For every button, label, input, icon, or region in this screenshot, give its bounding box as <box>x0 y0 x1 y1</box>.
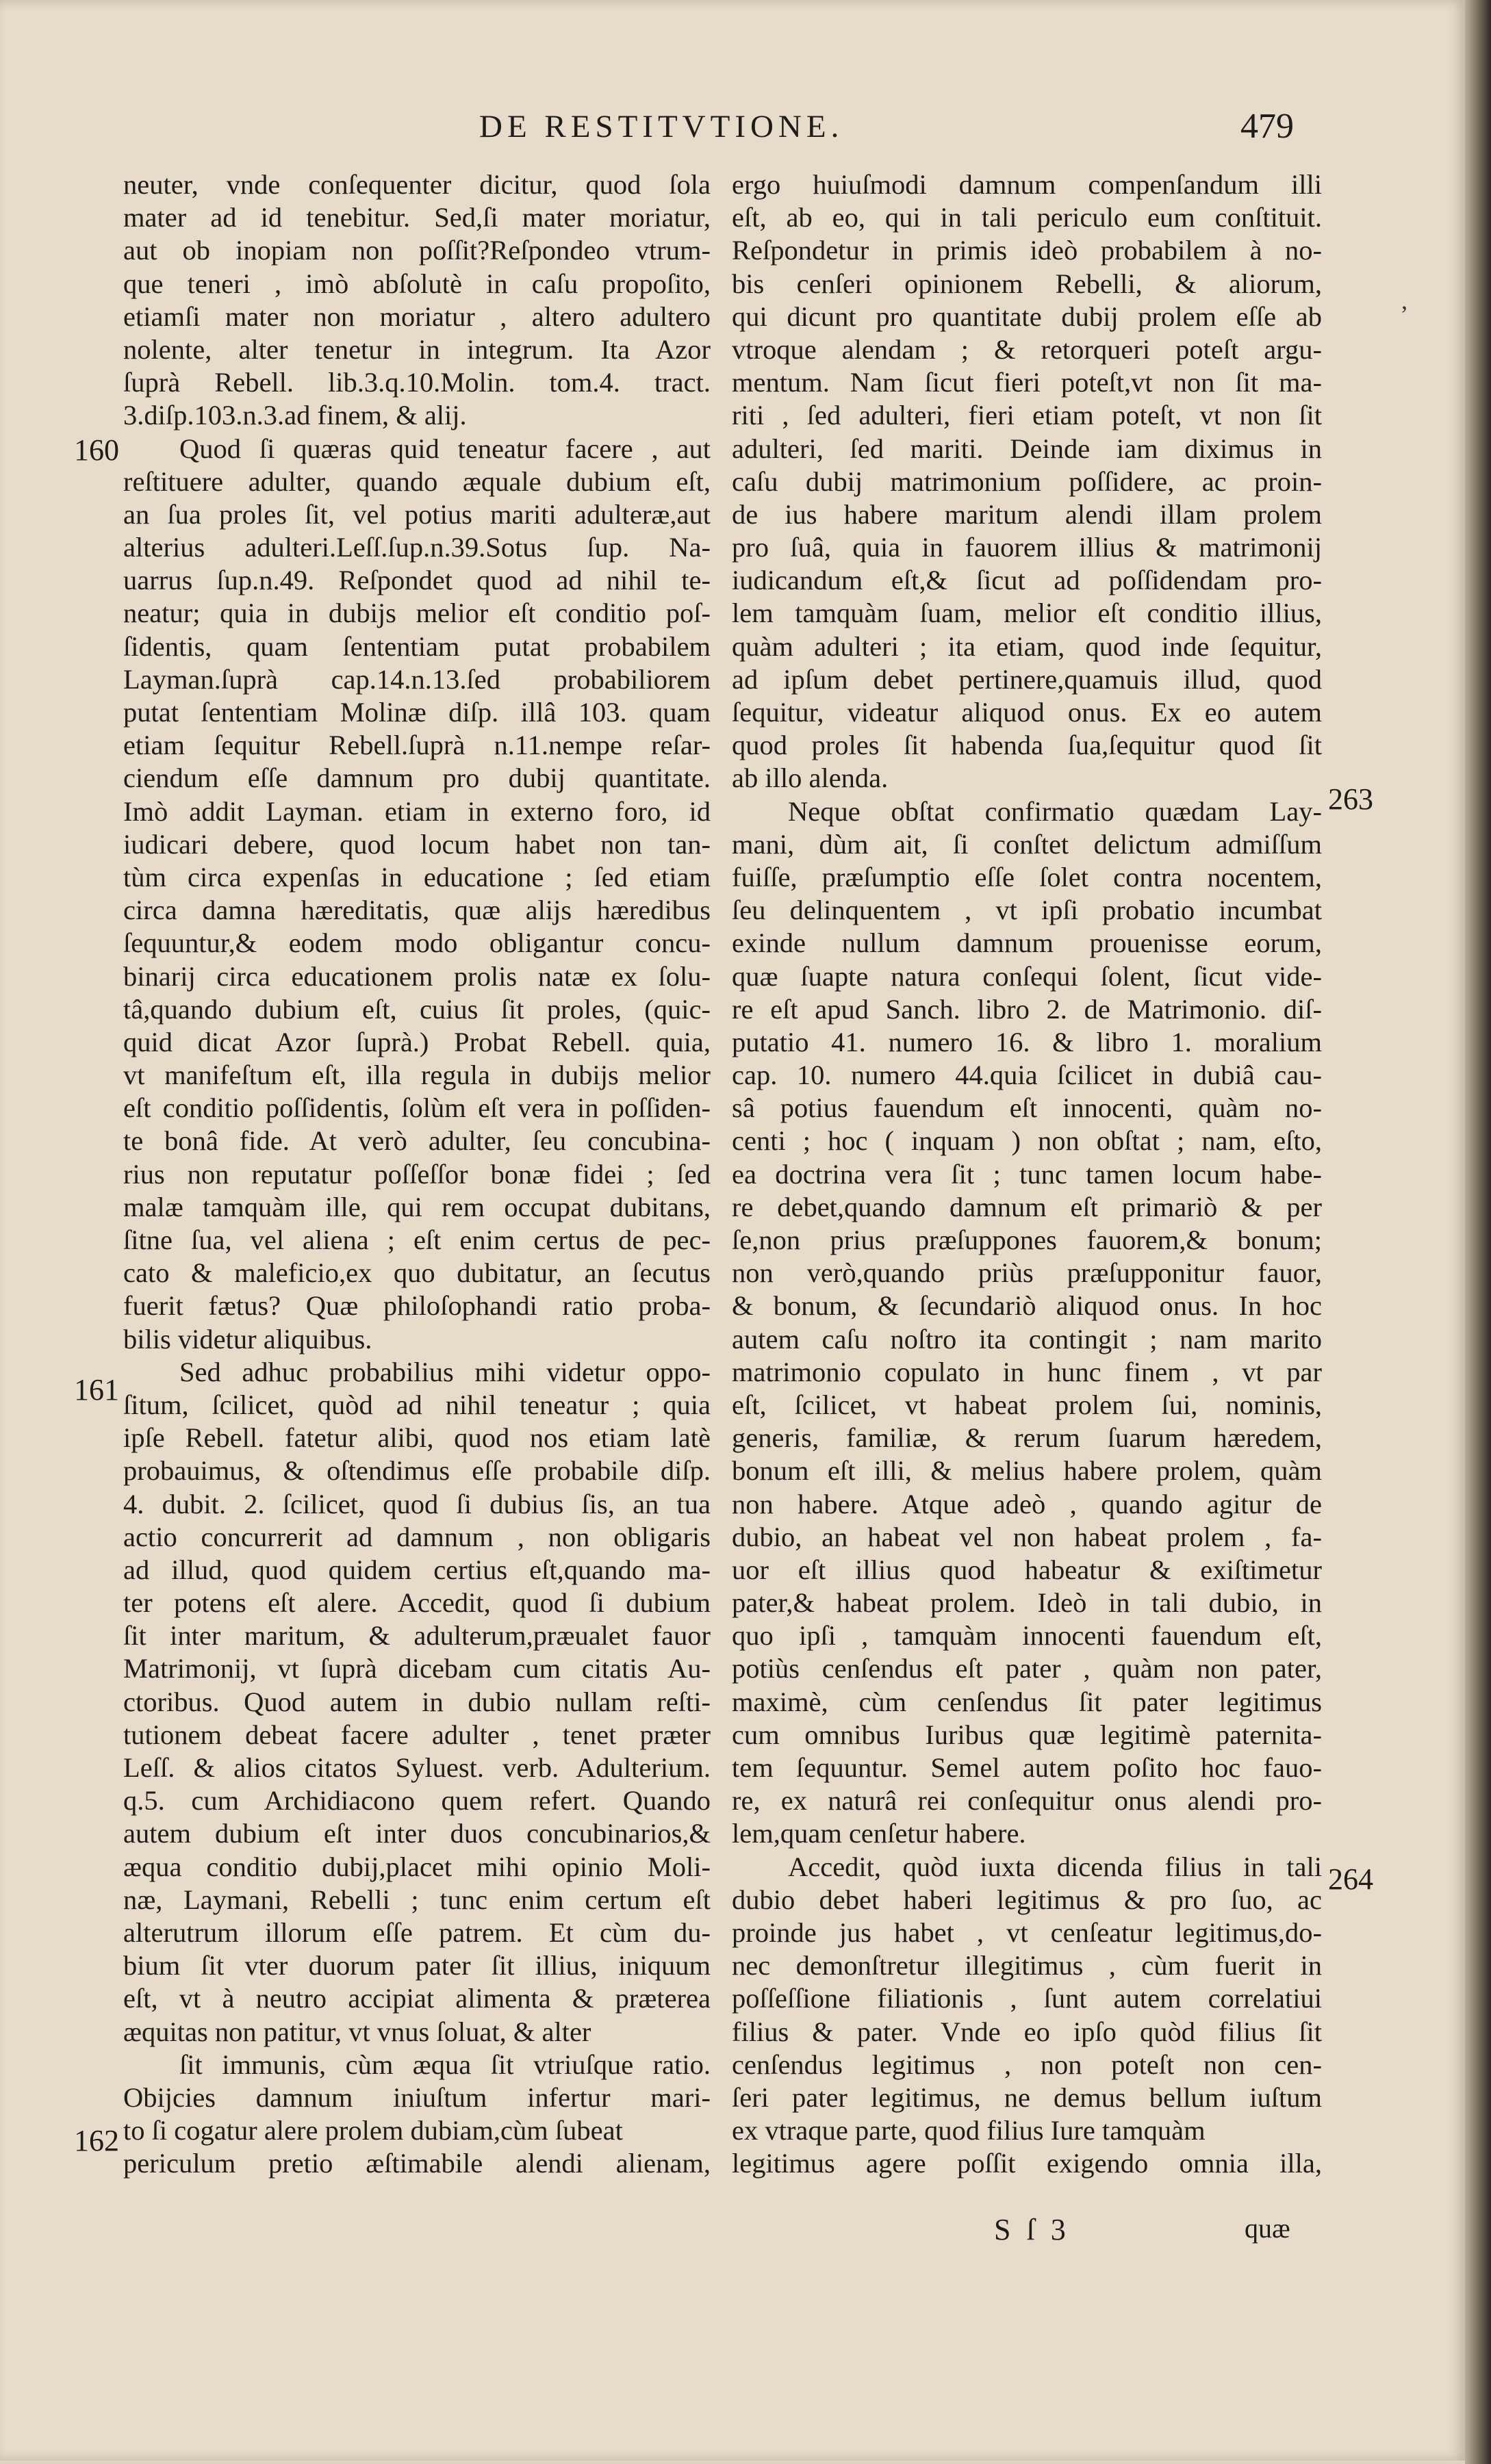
text-line: fuerit fætus? Quæ philoſophandi ratio proba- <box>123 1290 711 1322</box>
text-line: ſe,non prius præſuppones fauorem,& bonum; <box>732 1224 1322 1255</box>
text-line: mani, dùm ait, ſi conſtet delictum admiſſum <box>732 828 1322 860</box>
text-line: Reſpondetur in primis ideò probabilem à no- <box>732 235 1322 266</box>
text-line: uarrus ſup.n.49. Reſpondet quod ad nihil te- <box>123 565 711 596</box>
text-line: ex vtraque parte, quod filius Iure tamquàm <box>732 2115 1206 2146</box>
text-line: 4. dubit. 2. ſcilicet, quod ſi dubius ſis, an tua <box>123 1488 711 1519</box>
text-line: ſitne ſua, vel aliena ; eſt enim certus de pec- <box>123 1224 711 1255</box>
text-line: etiam ſequitur Rebell.ſuprà n.11.nempe reſar- <box>123 730 711 761</box>
text-line: legitimus agere poſſit exigendo omnia illa, <box>732 2148 1322 2179</box>
text-line: ſuprà Rebell. lib.3.q.10.Molin. tom.4. tract. <box>123 367 711 398</box>
margin-number-162: 162 <box>74 2124 119 2157</box>
text-line: aut ob inopiam non poſſit?Reſpondeo vtrum- <box>123 235 711 266</box>
text-line: Matrimonij, vt ſuprà dicebam cum citatis Au- <box>123 1653 711 1684</box>
text-line: ad illud, quod quidem certius eſt,quando ma- <box>123 1554 711 1585</box>
text-line: eſt conditio poſſidentis, ſolùm eſt vera in poſſiden- <box>123 1092 711 1124</box>
text-line: ab illo alenda. <box>732 762 889 794</box>
text-line: re, ex naturâ rei conſequitur onus alendi pro- <box>732 1785 1322 1817</box>
text-line: lem tamquàm ſuam, melior eſt conditio illius, <box>732 598 1322 629</box>
text-line: autem caſu noſtro ita contingit ; nam marito <box>732 1323 1322 1355</box>
text-line: næ, Laymani, Rebelli ; tunc enim certum eſt <box>123 1884 711 1915</box>
right-column <box>732 168 1322 2180</box>
text-line: ſequuntur,& eodem modo obligantur concu- <box>123 927 711 959</box>
text-line: poſſeſſione filiationis , ſunt autem correlatiui <box>732 1983 1322 2014</box>
margin-number-161: 161 <box>74 1373 119 1407</box>
text-line: uor eſt illius quod habeatur & exiſtimetur <box>732 1554 1322 1585</box>
text-line: cap. 10. numero 44.quia ſcilicet in dubiâ cau- <box>732 1060 1322 1091</box>
text-line: quod proles ſit habenda ſua,ſequitur quod ſit <box>732 730 1322 761</box>
text-line: ea doctrina vera ſit ; tunc tamen locum habe- <box>732 1158 1322 1190</box>
text-line: probauimus, & oſtendimus eſſe probabile diſp. <box>123 1455 711 1487</box>
text-line: tem ſequuntur. Semel autem poſito hoc fauo- <box>732 1752 1322 1783</box>
margin-number-160: 160 <box>74 433 119 467</box>
text-line: alterutrum illorum eſſe patrem. Et cùm du- <box>123 1916 711 1948</box>
text-line: caſu dubij matrimonium poſſidere, ac proin- <box>732 465 1322 497</box>
text-line: Leſſ. & alios citatos Syluest. verb. Adulterium. <box>123 1752 711 1783</box>
margin-mark: , <box>1401 287 1407 314</box>
page-number: 479 <box>1240 107 1294 146</box>
text-line: nolente, alter tenetur in integrum. Ita Azor <box>123 333 711 365</box>
text-line: bonum eſt illi, & melius habere prolem, quàm <box>732 1455 1322 1487</box>
text-line: iudicandum eſt,& ſicut ad poſſidendam pro- <box>732 565 1322 596</box>
text-line: Obijcies damnum iniuſtum infertur mari- <box>123 2081 711 2113</box>
text-line: ſit inter maritum, & adulterum,præualet fauor <box>123 1620 711 1652</box>
text-line: circa damna hæreditatis, quæ alijs hæredibus <box>123 895 711 926</box>
text-line: matrimonio copulato in hunc finem , vt par <box>732 1356 1322 1387</box>
text-line: periculum pretio æſtimabile alendi alienam, <box>123 2148 711 2179</box>
text-line: q.5. cum Archidiacono quem refert. Quando <box>123 1785 711 1817</box>
text-line: de ius habere maritum alendi illam prolem <box>732 498 1322 530</box>
text-line: tutionem debeat facere adulter , tenet præter <box>123 1719 711 1750</box>
text-line: centi ; hoc ( inquam ) non obſtat ; nam, eſto, <box>732 1125 1322 1157</box>
text-line: vt manifeſtum eſt, illa regula in dubijs melior <box>123 1060 711 1091</box>
text-line: cenſendus legitimus , non poteſt non cen- <box>732 2049 1322 2080</box>
text-line: bium ſit vter duorum pater ſit illius, iniquum <box>123 1950 711 1981</box>
text-line: ctoribus. Quod autem in dubio nullam reſti- <box>123 1686 711 1717</box>
text-line: qui dicunt pro quantitate dubij prolem eſſe ab <box>732 300 1322 332</box>
page-edge-shadow <box>1465 0 1491 2464</box>
text-line: quid dicat Azor ſuprà.) Probat Rebell. quia, <box>123 1026 711 1057</box>
text-line: Sed adhuc probabilius mihi videtur oppo- <box>179 1356 711 1387</box>
text-line: Neque obſtat confirmatio quædam Lay- <box>788 795 1322 827</box>
text-line: neuter, vnde conſequenter dicitur, quod ſola <box>123 169 711 200</box>
text-line: re debet,quando damnum eſt primariò & per <box>732 1191 1322 1222</box>
text-line: ciendum eſſe damnum pro dubij quantitate. <box>123 762 711 794</box>
text-line: ad ipſum debet pertinere,quamuis illud, quod <box>732 663 1322 695</box>
text-line: 3.diſp.103.n.3.ad finem, & alij. <box>123 400 467 431</box>
text-line: putatio 41. numero 16. & libro 1. moralium <box>732 1026 1322 1057</box>
text-line: tùm circa expenſas in educatione ; ſed etiam <box>123 861 711 893</box>
text-line: iudicari debere, quod locum habet non tan- <box>123 828 711 860</box>
text-line: pro ſuâ, quia in fauorem illius & matrimonij <box>732 532 1322 563</box>
text-line: dubio, an habeat vel non habeat prolem , fa- <box>732 1521 1322 1552</box>
text-line: lem,quam cenſetur habere. <box>732 1818 1026 1849</box>
text-line: adulteri, ſed mariti. Deinde iam diximus in <box>732 433 1322 464</box>
running-title: DE RESTITVTIONE. <box>479 109 844 144</box>
text-line: Layman.ſuprà cap.14.n.13.ſed probabiliorem <box>123 663 711 695</box>
text-line: to ſi cogatur alere prolem dubiam,cùm ſubeat <box>123 2115 623 2146</box>
margin-number-263: 263 <box>1328 782 1373 816</box>
text-line: dubio debet haberi legitimus & pro ſuo, ac <box>732 1884 1322 1915</box>
text-line: eſt, ab eo, qui in tali periculo eum conſtituit. <box>732 202 1322 233</box>
text-line: ſitum, ſcilicet, quòd ad nihil teneatur ; quia <box>123 1389 711 1420</box>
text-line: ipſe Rebell. fatetur alibi, quod nos etiam latè <box>123 1422 711 1454</box>
text-line: rius non reputatur poſſeſſor bonæ fidei ; ſed <box>123 1158 711 1190</box>
text-line: fuiſſe, præſumptio eſſe ſolet contra nocentem, <box>732 861 1322 893</box>
text-line: generis, familiæ, & rerum ſuarum hæredem, <box>732 1422 1322 1454</box>
text-line: re eſt apud Sanch. libro 2. de Matrimonio. diſ- <box>732 993 1322 1025</box>
text-line: etiamſi mater non moriatur , altero adultero <box>123 300 711 332</box>
text-line: quæ ſuapte natura conſequi ſolent, ſicut vide- <box>732 960 1322 992</box>
text-line: nec demonſtretur illegitimus , cùm fuerit in <box>732 1950 1322 1981</box>
signature-mark: S ſ 3 <box>994 2213 1070 2246</box>
text-line: bis cenſeri opinionem Rebelli, & aliorum, <box>732 268 1322 299</box>
text-line: filius & pater. Vnde eo ipſo quòd filius ſit <box>732 2016 1322 2047</box>
text-line: maximè, cùm cenſendus ſit pater legitimus <box>732 1686 1322 1717</box>
text-line: alterius adulteri.Leſſ.ſup.n.39.Sotus ſup. Na- <box>123 532 711 563</box>
text-line: non verò,quando priùs præſupponitur fauor, <box>732 1257 1322 1289</box>
left-column <box>123 168 711 2180</box>
text-line: eſt, vt à neutro accipiat alimenta & præterea <box>123 1983 711 2014</box>
text-line: æqua conditio dubij,placet mihi opinio Moli- <box>123 1851 711 1882</box>
text-line: ergo huiuſmodi damnum compenſandum illi <box>732 169 1322 200</box>
text-line: te bonâ fide. At verò adulter, ſeu concubina- <box>123 1125 711 1157</box>
text-line: non habere. Atque adeò , quando agitur de <box>732 1488 1322 1519</box>
text-line: autem dubium eſt inter duos concubinarios,& <box>123 1818 711 1849</box>
text-line: ſequitur, videatur aliquod onus. Ex eo autem <box>732 697 1322 728</box>
catchword: quæ <box>1245 2213 1290 2244</box>
text-line: reſtituere adulter, quando æquale dubium eſt, <box>123 465 711 497</box>
text-line: ter potens eſt alere. Accedit, quod ſi dubium <box>123 1587 711 1619</box>
text-line: tâ,quando dubium eſt, cuius ſit proles, (quic- <box>123 993 711 1025</box>
text-line: an ſua proles ſit, vel potius mariti adulteræ,aut <box>123 498 711 530</box>
text-line: & bonum, & ſecundariò aliquod onus. In hoc <box>732 1290 1322 1322</box>
text-line: proinde jus habet , vt cenſeatur legitimus,do- <box>732 1916 1322 1948</box>
text-line: sâ potius fauendum eſt innocenti, quàm no- <box>732 1092 1322 1124</box>
text-line: ſidentis, quam ſententiam putat probabilem <box>123 630 711 662</box>
text-line: Quod ſi quæras quid teneatur facere , aut <box>179 433 711 464</box>
text-line: bilis videtur aliquibus. <box>123 1323 372 1355</box>
text-line: ſeu delinquentem , vt ipſi probatio incumbat <box>732 895 1322 926</box>
text-line: potiùs cenſendus eſt pater , quàm non pater, <box>732 1653 1322 1684</box>
text-line: que teneri , imò abſolutè in caſu propoſito, <box>123 268 711 299</box>
text-line: Imò addit Layman. etiam in externo foro, id <box>123 795 711 827</box>
text-line: neatur; quia in dubijs melior eſt conditio poſ- <box>123 598 711 629</box>
text-line: ſeri pater legitimus, ne demus bellum iuſtum <box>732 2081 1322 2113</box>
text-line: mentum. Nam ſicut fieri poteſt,vt non ſit ma- <box>732 367 1322 398</box>
text-line: quo ipſi , tamquàm innocenti fauendum eſt, <box>732 1620 1322 1652</box>
text-line: pater,& habeat prolem. Ideò in tali dubio, in <box>732 1587 1322 1619</box>
text-line: mater ad id tenebitur. Sed,ſi mater moriatur, <box>123 202 711 233</box>
text-line: actio concurrerit ad damnum , non obligaris <box>123 1521 711 1552</box>
text-line: malæ tamquàm ille, qui rem occupat dubitans, <box>123 1191 711 1222</box>
text-line: vtroque alendam ; & retorqueri poteſt argu- <box>732 333 1322 365</box>
text-line: riti , ſed adulteri, fieri etiam poteſt, vt non ſit <box>732 400 1322 431</box>
text-line: binarij circa educationem prolis natæ ex ſolu- <box>123 960 711 992</box>
text-line: exinde nullum damnum prouenisse eorum, <box>732 927 1322 959</box>
text-line: æquitas non patitur, vt vnus ſoluat, & alter <box>123 2016 591 2047</box>
text-line: eſt, ſcilicet, vt habeat prolem ſui, nominis, <box>732 1389 1322 1420</box>
text-line: cum omnibus Iuribus quæ legitimè paternita- <box>732 1719 1322 1750</box>
text-line: quàm adulteri ; ita etiam, quod inde ſequitur, <box>732 630 1322 662</box>
text-line: putat ſententiam Molinæ diſp. illâ 103. quam <box>123 697 711 728</box>
text-line: ſit immunis, cùm æqua ſit vtriuſque ratio. <box>179 2049 711 2080</box>
text-line: Accedit, quòd iuxta dicenda filius in tali <box>788 1851 1322 1882</box>
text-line: cato & maleficio,ex quo dubitatur, an ſecutus <box>123 1257 711 1289</box>
margin-number-264: 264 <box>1328 1862 1373 1896</box>
